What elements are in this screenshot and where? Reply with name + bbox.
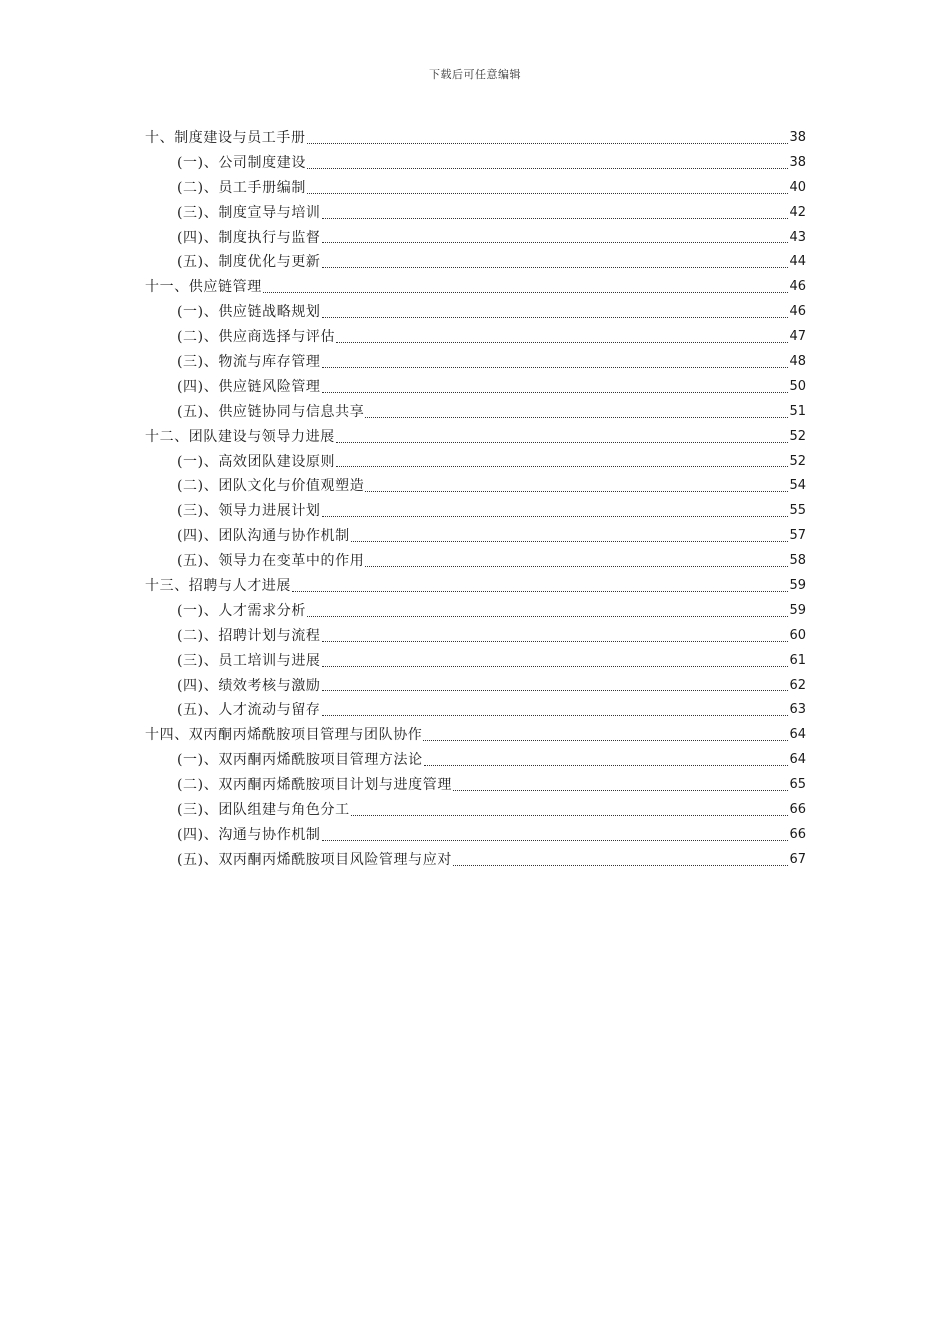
toc-dot-leader bbox=[423, 740, 788, 741]
toc-page-number: 42 bbox=[789, 204, 806, 220]
toc-page-number: 48 bbox=[789, 354, 806, 369]
toc-section-entry[interactable] bbox=[145, 176, 806, 201]
toc-section-entry[interactable] bbox=[145, 524, 806, 549]
toc-entry-title: (四)、沟通与协作机制 bbox=[177, 826, 321, 843]
toc-dot-leader bbox=[307, 143, 789, 144]
toc-dot-leader bbox=[292, 591, 788, 592]
toc-dot-leader bbox=[453, 790, 789, 791]
toc-page-number: 64 bbox=[789, 752, 806, 768]
toc-entry-title: 十三、招聘与人才进展 bbox=[145, 578, 291, 595]
toc-page-number: 38 bbox=[789, 129, 806, 145]
toc-dot-leader bbox=[365, 417, 788, 418]
toc-section-entry[interactable] bbox=[145, 325, 806, 350]
toc-page-number: 64 bbox=[789, 727, 806, 743]
toc-entry-title: 十二、团队建设与领导力进展 bbox=[145, 428, 335, 445]
toc-entry-title: (四)、团队沟通与协作机制 bbox=[177, 528, 350, 545]
toc-page-number: 62 bbox=[789, 677, 806, 693]
toc-section-entry[interactable] bbox=[145, 151, 806, 176]
toc-dot-leader bbox=[322, 267, 789, 268]
toc-section-entry[interactable] bbox=[145, 773, 806, 798]
toc-entry-title: (四)、制度执行与监督 bbox=[177, 229, 321, 246]
toc-dot-leader bbox=[322, 218, 789, 219]
toc-section-entry[interactable] bbox=[145, 226, 806, 251]
toc-section-entry[interactable] bbox=[145, 549, 806, 574]
toc-section-entry[interactable] bbox=[145, 375, 806, 400]
toc-entry-title: (三)、制度宣导与培训 bbox=[177, 204, 321, 221]
toc-page-number: 40 bbox=[789, 179, 806, 195]
toc-dot-leader bbox=[365, 566, 788, 567]
toc-dot-leader bbox=[322, 715, 789, 716]
toc-page-number: 38 bbox=[789, 154, 806, 170]
toc-dot-leader bbox=[322, 367, 789, 368]
toc-page-number: 57 bbox=[789, 528, 806, 544]
toc-page-number: 67 bbox=[789, 851, 806, 867]
toc-dot-leader bbox=[307, 616, 789, 617]
toc-entry-title: 十四、双丙酮丙烯酰胺项目管理与团队协作 bbox=[145, 727, 423, 744]
toc-page-number: 50 bbox=[789, 378, 806, 394]
toc-entry-title: (一)、公司制度建设 bbox=[177, 154, 306, 171]
toc-dot-leader bbox=[322, 641, 789, 642]
toc-section-entry[interactable] bbox=[145, 674, 806, 699]
toc-chapter-entry[interactable] bbox=[145, 126, 806, 151]
toc-page-number: 46 bbox=[789, 304, 806, 320]
toc-entry-title: (三)、团队组建与角色分工 bbox=[177, 802, 350, 819]
toc-entry-title: (二)、供应商选择与评估 bbox=[177, 329, 336, 346]
toc-section-entry[interactable] bbox=[145, 400, 806, 425]
toc-entry-title: (三)、物流与库存管理 bbox=[177, 354, 321, 370]
toc-page-number: 51 bbox=[789, 403, 806, 419]
toc-entry-title: (三)、领导力进展计划 bbox=[177, 503, 321, 520]
toc-dot-leader bbox=[322, 666, 789, 667]
toc-section-entry[interactable] bbox=[145, 624, 806, 649]
toc-entry-title: (一)、供应链战略规划 bbox=[177, 304, 321, 321]
toc-dot-leader bbox=[336, 466, 788, 467]
toc-entry-title: (一)、人才需求分析 bbox=[177, 602, 306, 619]
toc-section-entry[interactable] bbox=[145, 450, 806, 475]
toc-dot-leader bbox=[322, 392, 789, 393]
toc-page-number: 44 bbox=[789, 254, 806, 270]
toc-page-number: 54 bbox=[789, 478, 806, 494]
toc-page-number: 59 bbox=[789, 602, 806, 618]
toc-dot-leader bbox=[322, 516, 789, 517]
page-header: 下载后可任意编辑 bbox=[429, 68, 521, 81]
toc-page-number: 65 bbox=[789, 777, 806, 793]
toc-page-number: 60 bbox=[789, 627, 806, 643]
toc-dot-leader bbox=[322, 840, 789, 841]
toc-section-entry[interactable] bbox=[145, 201, 806, 226]
toc-page-number: 61 bbox=[789, 652, 806, 668]
toc-entry-title: (四)、供应链风险管理 bbox=[177, 378, 321, 395]
toc-section-entry[interactable] bbox=[145, 599, 806, 624]
toc-section-entry[interactable] bbox=[145, 848, 806, 873]
toc-page-number: 43 bbox=[789, 229, 806, 245]
toc-dot-leader bbox=[365, 491, 788, 492]
toc-dot-leader bbox=[263, 292, 789, 293]
toc-entry-title: 十、制度建设与员工手册 bbox=[145, 129, 306, 146]
toc-page-number: 55 bbox=[789, 503, 806, 519]
toc-entry-title: (一)、双丙酮丙烯酰胺项目管理方法论 bbox=[177, 752, 423, 769]
toc-chapter-entry[interactable] bbox=[145, 425, 806, 450]
toc-section-entry[interactable] bbox=[145, 748, 806, 773]
toc-chapter-entry[interactable] bbox=[145, 723, 806, 748]
toc-entry-title: (二)、团队文化与价值观塑造 bbox=[177, 478, 365, 495]
toc-page-number: 59 bbox=[789, 578, 806, 594]
toc-entry-title: 十一、供应链管理 bbox=[145, 279, 262, 296]
toc-entry-title: (二)、招聘计划与流程 bbox=[177, 627, 321, 644]
toc-section-entry[interactable] bbox=[145, 300, 806, 325]
toc-entry-title: (二)、员工手册编制 bbox=[177, 179, 306, 196]
toc-entry-title: (四)、绩效考核与激励 bbox=[177, 677, 321, 694]
toc-dot-leader bbox=[307, 193, 789, 194]
toc-page-number: 47 bbox=[789, 329, 806, 345]
toc-dot-leader bbox=[322, 690, 789, 691]
toc-page-number: 63 bbox=[789, 702, 806, 718]
toc-dot-leader bbox=[322, 317, 789, 318]
toc-entry-title: (五)、供应链协同与信息共享 bbox=[177, 403, 365, 420]
toc-chapter-entry[interactable] bbox=[145, 275, 806, 300]
toc-entry-title: (五)、人才流动与留存 bbox=[177, 702, 321, 719]
toc-entry-title: (二)、双丙酮丙烯酰胺项目计划与进度管理 bbox=[177, 777, 452, 794]
toc-section-entry[interactable] bbox=[145, 798, 806, 823]
toc-dot-leader bbox=[336, 342, 788, 343]
toc-section-entry[interactable] bbox=[145, 350, 806, 375]
toc-entry-title: (五)、制度优化与更新 bbox=[177, 254, 321, 271]
toc-dot-leader bbox=[424, 765, 789, 766]
toc-page-number: 66 bbox=[789, 802, 806, 818]
table-of-contents bbox=[145, 126, 806, 873]
toc-entry-title: (一)、高效团队建设原则 bbox=[177, 453, 336, 470]
toc-section-entry[interactable] bbox=[145, 823, 806, 848]
toc-dot-leader bbox=[336, 442, 789, 443]
toc-page-number: 52 bbox=[789, 453, 806, 469]
toc-page-number: 46 bbox=[789, 279, 806, 295]
toc-dot-leader bbox=[322, 242, 789, 243]
toc-entry-title: (五)、双丙酮丙烯酰胺项目风险管理与应对 bbox=[177, 851, 452, 868]
toc-entry-title: (三)、员工培训与进展 bbox=[177, 652, 321, 669]
toc-page-number: 52 bbox=[789, 428, 806, 444]
toc-section-entry[interactable] bbox=[145, 499, 806, 524]
toc-section-entry[interactable] bbox=[145, 698, 806, 723]
toc-page-number: 58 bbox=[789, 553, 806, 569]
toc-dot-leader bbox=[453, 865, 789, 866]
toc-dot-leader bbox=[351, 815, 789, 816]
toc-section-entry[interactable] bbox=[145, 649, 806, 674]
toc-dot-leader bbox=[307, 168, 789, 169]
toc-section-entry[interactable] bbox=[145, 474, 806, 499]
toc-section-entry[interactable] bbox=[145, 250, 806, 275]
toc-page-number: 66 bbox=[789, 826, 806, 842]
toc-dot-leader bbox=[351, 541, 789, 542]
toc-chapter-entry[interactable] bbox=[145, 574, 806, 599]
toc-entry-title: (五)、领导力在变革中的作用 bbox=[177, 553, 365, 570]
